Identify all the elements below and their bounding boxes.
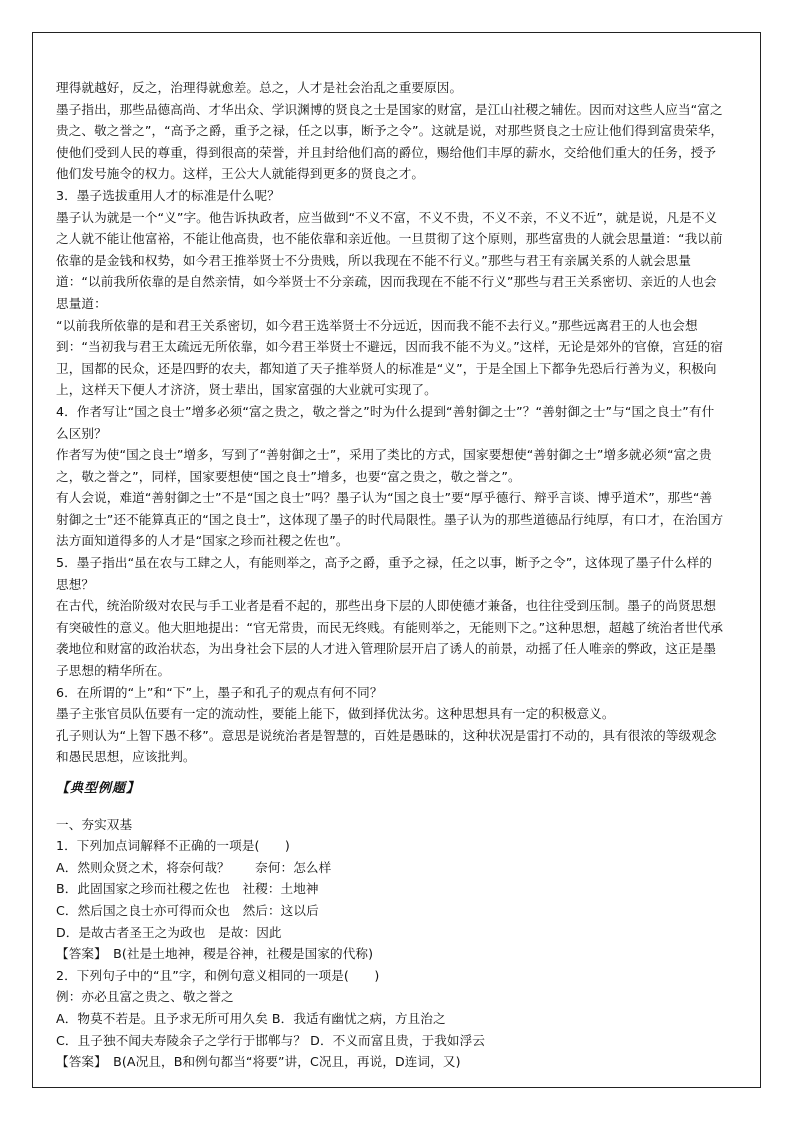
document-body	[56, 77, 724, 1073]
paragraph: 墨子指出，那些品德高尚、才华出众、学识渊博的贤良之士是国家的财富，是江山社稷之辅佐。因而对这些人应当“富之贵之、敬之誉之”，“高予之爵，重予之禄，任之以事，断予之令”。这就是说，对那些贤良之士应让他们得到富贵荣华，使他们受到人民的尊重，得到很高的荣誉，并且封给他们高的爵位，赐给他们丰厚的薪水，交给他们重大的任务，授予他们发号施令的权力。这样，王公大人就能得到更多的贤良之才。	[56, 101, 724, 182]
paragraph: “以前我所依靠的是和君王关系密切，如今君王选举贤士不分远近，因而我不能不去行义。”那些远离君王的人也会想到：“当初我与君王太疏远无所依靠，如今君王举贤士不避远，因而我不能不为义。”这样，无论是郊外的官僚，宫廷的宿卫，国都的民众，还是四野的农夫，都知道了天子推举贤人的标准是“义”，于是全国上下都争先恐后行善为义，积极向上，这样天下便人才济济，贤士辈出，国家富强的大业就可实现了。	[56, 317, 724, 398]
question-heading: 4．作者写让“国之良士”增多必须“富之贵之，敬之誉之”时为什么提到“善射御之士”？“善射御之士”与“国之良士”有什么区别？	[56, 403, 715, 441]
paragraph: 墨子主张官员队伍要有一定的流动性，要能上能下，做到择优汰劣。这种思想具有一定的积极意义。	[56, 706, 615, 722]
q2-stem: 2．下列句子中的“且”字，和例句意义相同的一项是( )	[56, 967, 380, 983]
question-heading: 5．墨子指出“虽在农与工肆之人，有能则举之，高予之爵，重予之禄，任之以事，断予之令”，这体现了墨子什么样的思想？	[56, 555, 713, 592]
q1-option-a: A．然则众贤之术，将奈何哉？ 奈何：怎么样	[56, 859, 332, 875]
section-title-text: 【典型例题】	[56, 781, 141, 796]
q2-option-ab: A．物莫不若是。且予求无所可用久矣 B．我适有幽忧之病，方且治之	[56, 1010, 446, 1026]
question-heading: 3．墨子选拔重用人才的标准是什么呢？	[56, 187, 280, 203]
q1-answer: 【答案】 B(社是土地神，稷是谷神，社稷是国家的代称)	[56, 946, 374, 962]
part-title: 一、夯实双基	[56, 816, 133, 832]
q1-option-c: C．然后国之良士亦可得而众也 然后：这以后	[56, 902, 319, 918]
q1-option-b: B．此固国家之珍而社稷之佐也 社稷：土地神	[56, 881, 319, 897]
q2-example: 例：亦必且富之贵之、敬之誉之	[56, 989, 234, 1005]
paragraph: 孔子则认为“上智下愚不移”。意思是说统治者是智慧的，百姓是愚昧的，这种状况是雷打不动的，具有很浓的等级观念和愚民思想，应该批判。	[56, 727, 717, 765]
q2-answer: 【答案】 B(A况且，B和例句都当“将要”讲，C况且，再说，D连词，又)	[56, 1054, 461, 1070]
paragraph: 理得就越好，反之，治理得就愈差。总之，人才是社会治乱之重要原因。	[56, 80, 463, 95]
paragraph: 在古代，统治阶级对农民与手工业者是看不起的，那些出身下层的人即使德才兼备，也往往受到压制。墨子的尚贤思想有突破性的意义。他大胆地提出：“官无常贵，而民无终贱。有能则举之，无能则下之。”这种思想，超越了统治者世代承袭地位和财富的政治状态，为出身社会下层的人才进入管理阶层开启了诱人的前景，动摇了任人唯亲的弊政，这正是墨子思想的精华所在。	[56, 598, 724, 679]
paragraph: 作者写为使“国之良士”增多，写到了“善射御之士”，采用了类比的方式，国家要想使“善射御之士”增多就必须“富之贵之，敬之誉之”，同样，国家要想使“国之良士”增多，也要“富之贵之，敬之誉之”。	[56, 447, 712, 484]
q2-option-cd: C．且子独不闻夫寿陵余子之学行于邯郸与？ D．不义而富且贵，于我如浮云	[56, 1032, 485, 1048]
paragraph: 有人会说，难道“善射御之士”不是“国之良士”吗？墨子认为“国之良士”要“厚乎德行、辩乎言谈、博乎道术”，那些“善射御之士”还不能算真正的“国之良士”，这体现了墨子的时代局限性。墨子认为的那些道德品行纯厚，有口才，在治国方法方面知道得多的人才是“国家之珍而社稷之佐也”。	[56, 490, 724, 549]
paragraph: 墨子认为就是一个“义”字。他告诉执政者，应当做到“不义不富，不义不贵，不义不亲，不义不近”，就是说，凡是不义之人就不能让他富裕，不能让他高贵，也不能依靠和亲近他。一旦贯彻了这个原则，那些富贵的人就会思量道：“我以前依靠的是金钱和权势，如今君王推举贤士不分贵贱，所以我现在不能不行义。”那些与君王有亲属关系的人就会思量道：“以前我所依靠的是自然亲情，如今举贤士不分亲疏，因而我现在不能不行义”那些与君王关系密切、亲近的人也会思量道：	[56, 209, 723, 311]
question-heading: 6．在所谓的“上”和“下”上，墨子和孔子的观点有何不同？	[56, 684, 383, 700]
section-title	[56, 778, 724, 800]
q1-option-d: D．是故古者圣王之为政也 是故：因此	[56, 924, 282, 940]
q1-stem: 1．下列加点词解释不正确的一项是( )	[56, 838, 290, 854]
